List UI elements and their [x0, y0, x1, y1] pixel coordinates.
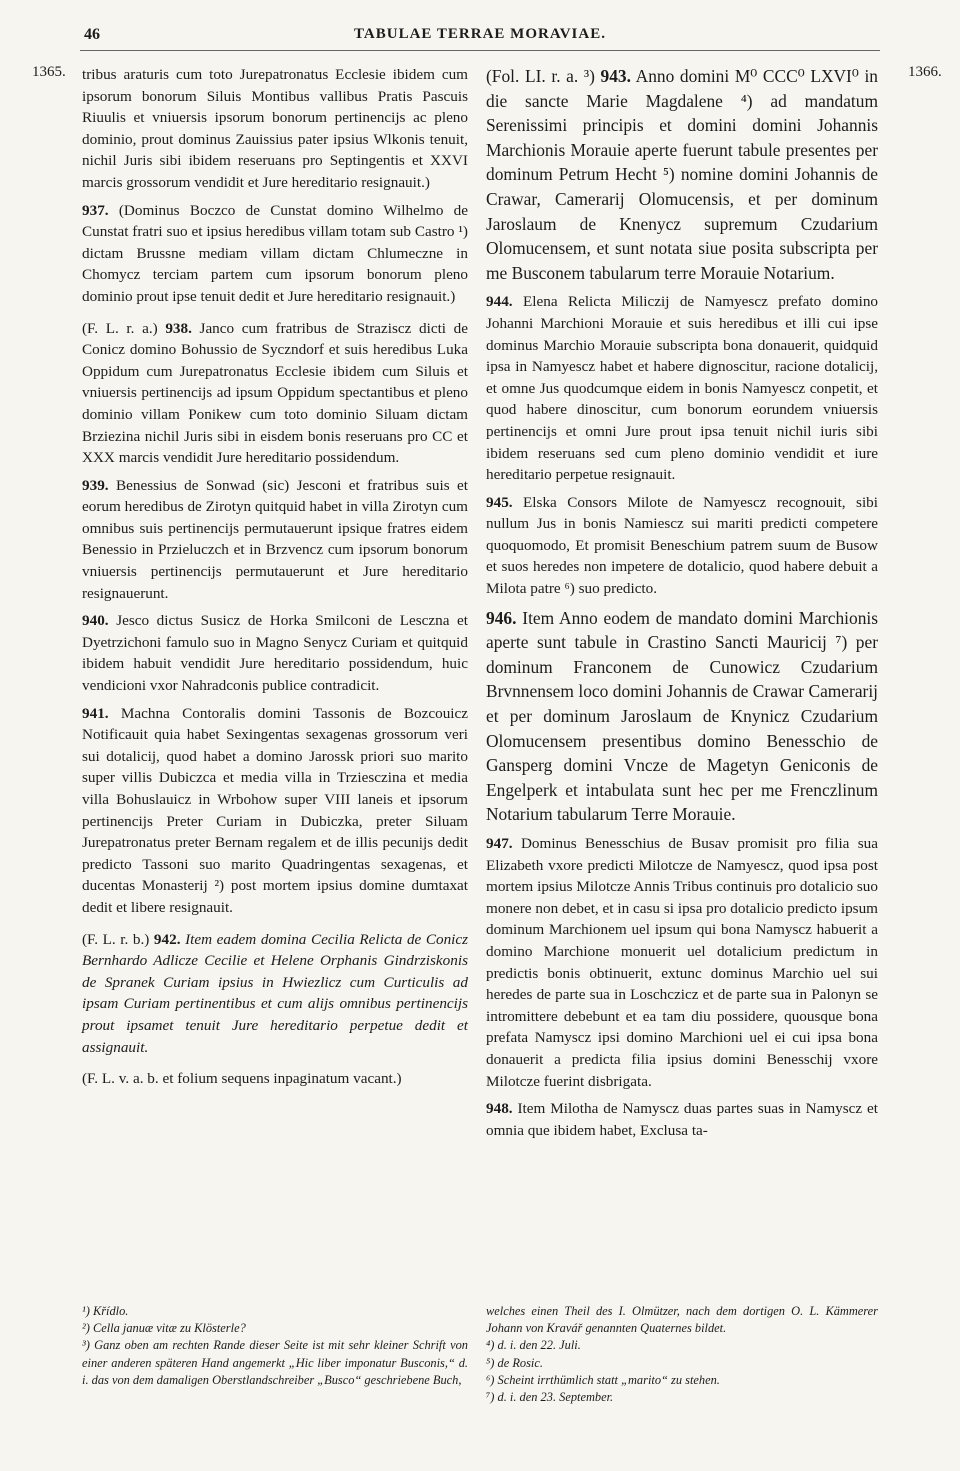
entry-number: 939. — [82, 476, 109, 494]
entry-944 — [486, 291, 878, 485]
footnote: ³) Ganz oben am rechten Rande dieser Seite ist mit sehr kleiner Schrift von einer anderen späteren Hand angemerkt „Hic liber imponatur Busconis,“ d. i. das von dem damaligen Oberstlandschreiber „Busco“ geschriebene Buch, — [82, 1338, 468, 1387]
running-title: TABULAE TERRAE MORAVIAE. — [354, 26, 606, 42]
entry-number: 945. — [486, 493, 513, 511]
entry-946 — [486, 606, 878, 827]
entry-940 — [82, 610, 468, 696]
entry-continued: tribus araturis cum toto Jurepatronatus Ecclesie ibidem cum ipsorum bonorum Siluis Montibus vallibus Pratis Pascuis Riuulis et vniuersis ipsorum bonorum pertinencijs ac pleno dominio, prout dominus Zauissius pater ipsius Wlkonis tenuit, nichil Juris sibi ibidem reseruans pro Septingentis et XXVI marcis grossorum vendidit et Jure hereditario resignauit.) — [82, 66, 468, 191]
entry-text: Jesco dictus Susicz de Horka Smilconi de Lesczna et Dyetrzichoni famulo suo in Magno Senycz Curiam et quitquid ibidem habuit vendidit Jure hereditario possidendum, huic vendicioni vxor Nahradconis publice contradicit. — [82, 612, 468, 695]
entry-number: 948. — [486, 1100, 513, 1118]
entry-number: 938. — [165, 319, 192, 337]
entry-text: Item Milotha de Namyscz duas partes suas in Namyscz et omnia que ibidem habet, Exclusa ta- — [486, 1100, 879, 1139]
footnote: ⁴) d. i. den 22. Juli. — [486, 1338, 581, 1353]
entry-text: Elena Relicta Miliczij de Namyescz prefato domino Johanni Marchioni Morauie et suis heredibus et illi cui ipse dominus Marchio Morauie subscripta bona donauerit, quidquid ipsa in Namyescz habet et habere dignoscitur, racione dotalicij, et omne Jus quodcumque eidem in bonis Namyescz conpetit, et quod habere dinoscitur, cum bonorum eorundem vniuersis pertinencijs et omni Jure prout ipsa tenuit nichil iuris sibi ibidem reseruans sed cum pleno dominio vendidit et iure hereditario perpetue resignauit. — [486, 293, 879, 484]
left-column — [82, 64, 468, 1096]
entry-text: Elska Consors Milote de Namyescz recognouit, sibi nullum Jus in bonis Namiescz sui mariti predicti competere quoquomodo, Et promisit Beneschium patrem suum de Busow et suos heredes non impetere de dotalicio, quod habere debuit a Milota patre ⁶) suo predicto. — [486, 493, 878, 598]
entry-939 — [82, 475, 468, 605]
entry-number: 941. — [82, 704, 109, 722]
entry-number: 947. — [486, 835, 513, 852]
footnote: ⁶) Scheint irrthümlich statt „marito“ zu stehen. — [486, 1372, 720, 1387]
page-number: 46 — [84, 26, 100, 43]
entry-number: 937. — [82, 201, 109, 219]
margin-year-left: 1365. — [32, 64, 66, 80]
entry-text: Item eadem domina Cecilia Relicta de Conicz Bernhardo Adlicze Cecilie et Helene Orphanis Gindrziskonis de Spranek Curiam ipsius in Hwiezlicz cum Curticulis ad ipsam Curiam pertinentibus et cum alijs omnibus pertinencijs prout ipsamet tenuit Jure hereditario perpetue dedit et assignauit. — [82, 930, 469, 1056]
entry-937 — [82, 200, 468, 308]
footnote: ⁷) d. i. den 23. September. — [486, 1390, 614, 1405]
entry-text: (Dominus Boczco de Cunstat domino Wilhelmo de Cunstat fratri suo et ipsius heredibus villam totam sub Castro ¹) dictam Brussne mediam villam dictam Chlumeczne in Chomycz terciam partem cum ipsorum bonorum pleno dominio prout ipse tenuit dedit et Jure hereditario resignauit.) — [82, 201, 468, 305]
folio-reference: (Fol. LI. r. a. ³) — [486, 66, 595, 86]
footnote: ⁵) de Rosic. — [486, 1355, 543, 1370]
page-header — [0, 26, 960, 50]
entry-number: 940. — [82, 612, 109, 630]
footnotes-left — [82, 1303, 468, 1389]
entry-942 — [82, 929, 468, 1059]
entry-945 — [486, 492, 878, 600]
entry-number: 944. — [486, 293, 513, 311]
entry-text: Dominus Benesschius de Busav promisit pro filia sua Elizabeth vxore predicti Milotcze de Namyescz, quod ipsa post mortem ipsius Milotcze Annis Tribus continuis pro dotalicio suo monere non debet, et in casu si ipsa pro dotalicio predicto ipsum dominum Marchionem uel ipsum qui bona Namyscz habuerit a domino Marchione monuerit uel dotalicium predictum in predictis bonis obtinuerit, extunc dominus Marchio uel sui heredes de parte sua in Loschczicz et de parte sua in Palonyn se intromittere debebunt et ea tam diu possidere, quousque bona prefata Namyscz ipsi domino Marchioni uel ei cui ipsa bona donauerit a predicta filia ipsius domini Benesschij vxore Milotcze fuerint disbrigata. — [486, 835, 879, 1090]
header-rule — [80, 50, 880, 51]
folio-reference: (F. L. r. b.) — [82, 930, 150, 948]
entry-text: Machna Contoralis domini Tassonis de Bozcouicz Notificauit quia habet Sexingentas sexagenas grossorum veri sui dotalicij, quod habet a domino Jarossk priori suo marito super villis Dubiczca et media villa in Trziesczina et media villa Bohuslauicz in Wrbohow super VIII laneis et ipsorum pertinencijs Preter Curiam in Dubiczka, preter Siluam Jurepatronatus preter Bernam regalem et de illis pecunijs dedit predicto Tassoni suo marito Quadringentas sexagenas, et ducentas Monasterij ²) post mortem ipsius domine dumtaxat dedit et libere resignauit. — [82, 704, 468, 916]
entry-number: 946. — [486, 607, 517, 628]
footnotes-right — [486, 1303, 878, 1406]
margin-year-right: 1366. — [908, 64, 942, 80]
folio-reference: (F. L. r. a.) — [82, 319, 158, 337]
entry-number: 942. — [153, 930, 181, 948]
entry-947 — [486, 833, 878, 1092]
entry-941 — [82, 703, 468, 919]
footnote: ²) Cella januæ vitæ zu Klösterle? — [82, 1321, 246, 1336]
entry-text: Benessius de Sonwad (sic) Jesconi et fratribus suis et eorum heredibus de Zirotyn quitquid habet in villa Zirotyn cum omnibus suis pertinencijs permutauerunt ipsique fratres eidem Benessio in Przieluczch et in Brzvencz cum ipsorum bonorum vniuersis pertinencijs permutauerunt et Jure hereditario resignauerunt. — [82, 476, 469, 602]
entry-text: Janco cum fratribus de Strazisсz dicti de Conicz domino Bohussio de Syczndorf et suis heredibus Luka Oppidum cum Jurepatronatus Ecclesie ibidem cum Siluis et vniuersis pertinencijs ad ipsum Oppidum spectantibus et pleno dominio villam Ponikew cum toto dominio Siluam dictam Brziezina nichil Juris sibi in eisdem bonis reseruans pro CC et XXX marcis vendidit Jure hereditario possidendum. — [82, 319, 468, 467]
entry-948 — [486, 1098, 878, 1141]
entry-938 — [82, 318, 468, 469]
folio-note: (F. L. v. a. b. et folium sequens inpaginatum vacant.) — [82, 1070, 402, 1088]
footnote: ¹) Křídlo. — [82, 1304, 129, 1318]
entry-943 — [486, 64, 878, 285]
right-column — [486, 64, 878, 1147]
entry-text: Anno domini M⁰ CCC⁰ LXVI⁰ in die sancte Marie Magdalene ⁴) ad mandatum Serenissimi principis et domini domini Johannis Marchionis Morauie aperte fuerunt tabule presentes per dominum Petrum Hecht ⁵) nomine domini Johannis de Crawar, Camerarij Olomucensis, et per dominum Jaroslaum de Knenycz supremum Czudarium Olomucensem, et sunt notata siue posita subscripta per me Busconem tabularum terre Morauie Notarium. — [486, 66, 878, 283]
footnote-continued: welches einen Theil des I. Olmützer, nach dem dortigen O. L. Kämmerer Johann von Kravář genannten Quaternes bildet. — [486, 1304, 878, 1336]
entry-text: Item Anno eodem de mandato domini Marchionis aperte sunt tabule in Crastino Sancti Mauricij ⁷) per dominum Franconem de Cunowicz Czudarium Brvnnensem loco domini Johannis de Crawar Camerarij et per dominum Jaroslaum de Knynicz Czudarium Olomucensem presentibus domino Benesschio de Gansperg domini Vncze de Magetyn Geniconis de Engelperk et intabulata sunt hec per me Frenczlinum Notarium tabularum Terre Morauie. — [486, 607, 878, 825]
entry-number: 943. — [600, 66, 631, 86]
